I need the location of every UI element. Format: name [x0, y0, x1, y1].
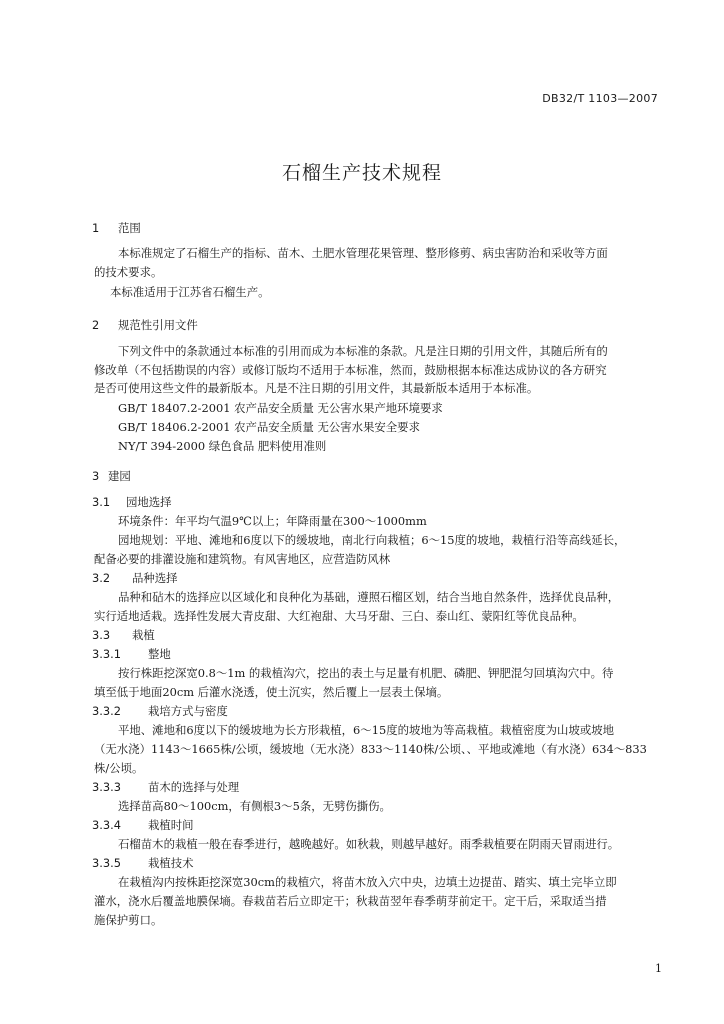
section-number: 2 — [92, 318, 100, 332]
paragraph-line: 按行株距挖深宽0.8～1m 的栽植沟穴，挖出的表土与足量有机肥、磷肥、钾肥混匀回填沟穴中。待 — [118, 666, 614, 680]
section-title: 范围 — [118, 221, 141, 235]
paragraph-line: 园地规划：平地、滩地和6度以下的缓坡地，南北行向栽植；6～15度的坡地，栽植行沿等高线延长， — [118, 533, 626, 547]
reference-item: NY/T 394-2000 绿色食品 肥料使用准则 — [118, 439, 327, 453]
subsection-number: 3.1 — [92, 495, 111, 509]
section-title: 规范性引用文件 — [118, 318, 198, 332]
section-3-heading — [92, 469, 131, 484]
paragraph-line: 选择苗高80～100cm，有侧根3～5条，无劈伤撕伤。 — [118, 799, 391, 813]
subsection-3-3-5-heading — [92, 856, 194, 871]
section-number: 3 — [92, 469, 100, 483]
subsection-number: 3.3 — [92, 628, 111, 642]
paragraph-line: 株/公顷。 — [94, 761, 144, 775]
standard-code: DB32/T 1103—2007 — [542, 92, 658, 105]
subsection-title: 栽植 — [132, 628, 155, 642]
paragraph-line: 配备必要的排灌设施和建筑物。有风害地区，应营造防风林 — [94, 552, 391, 566]
reference-item: GB/T 18406.2-2001 农产品安全质量 无公害水果安全要求 — [118, 420, 420, 434]
subsection-title: 栽培方式与密度 — [148, 704, 228, 718]
paragraph-line: 环境条件：年平均气温9℃以上；年降雨量在300～1000mm — [118, 514, 427, 528]
subsection-title: 整地 — [148, 647, 171, 661]
paragraph-line: 石榴苗木的栽植一般在春季进行，越晚越好。如秋栽，则越早越好。雨季栽植要在阴雨天冒雨进行。 — [118, 837, 620, 851]
subsection-3-1-heading — [92, 495, 172, 510]
paragraph-line: 灌水，浇水后覆盖地膜保墒。春栽苗若后立即定干；秋栽苗翌年春季萌芽前定干。定干后，采取适当措 — [94, 894, 607, 908]
section-title: 建园 — [108, 469, 131, 483]
subsection-3-2-heading — [92, 571, 178, 586]
subsection-number: 3.3.5 — [92, 856, 121, 870]
subsection-3-3-1-heading — [92, 647, 171, 662]
paragraph-line: 的技术要求。 — [94, 265, 163, 279]
page-number: 1 — [655, 962, 662, 975]
paragraph-line: （无水浇）1143～1665株/公顷，缓坡地（无水浇）833～1140株/公顷、、平地或滩地（有水浇）634～833 — [94, 742, 647, 756]
section-1-heading — [92, 221, 141, 236]
section-number: 1 — [92, 221, 100, 235]
subsection-title: 苗木的选择与处理 — [148, 780, 240, 794]
subsection-number: 3.2 — [92, 571, 111, 585]
subsection-3-3-2-heading — [92, 704, 228, 719]
paragraph-line: 下列文件中的条款通过本标准的引用而成为本标准的条款。凡是注日期的引用文件，其随后所有的 — [118, 344, 608, 358]
subsection-3-3-4-heading — [92, 818, 194, 833]
section-2-heading — [92, 318, 198, 333]
subsection-3-3-3-heading — [92, 780, 239, 795]
document-title: 石榴生产技术规程 — [281, 162, 442, 184]
paragraph-line: 施保护剪口。 — [94, 913, 163, 927]
reference-item: GB/T 18407.2-2001 农产品安全质量 无公害水果产地环境要求 — [118, 401, 443, 415]
paragraph-line: 本标准规定了石榴生产的指标、苗木、土肥水管理花果管理、整形修剪、病虫害防治和采收等方面 — [118, 246, 608, 260]
subsection-number: 3.3.3 — [92, 780, 121, 794]
paragraph-line: 品种和砧木的选择应以区域化和良种化为基础，遵照石榴区划，结合当地自然条件，选择优良品种， — [118, 590, 620, 604]
paragraph-line: 在栽植沟内按株距挖深宽30cm的栽植穴，将苗木放入穴中央，边填土边提苗、踏实、填土完毕立即 — [118, 875, 617, 889]
paragraph-line: 本标准适用于江苏省石榴生产。 — [110, 285, 270, 299]
subsection-3-3-heading — [92, 628, 155, 643]
subsection-title: 品种选择 — [132, 571, 178, 585]
subsection-title: 园地选择 — [126, 495, 172, 509]
paragraph-line: 填至低于地面20cm 后灌水浇透，使土沉实，然后覆上一层表土保墒。 — [94, 685, 449, 699]
paragraph-line: 是否可使用这些文件的最新版本。凡是不注日期的引用文件，其最新版本适用于本标准。 — [94, 381, 539, 395]
subsection-number: 3.3.4 — [92, 818, 121, 832]
paragraph-line: 修改单（不包括勘误的内容）或修订版均不适用于本标准，然而，鼓励根据本标准达成协议的各方研究 — [94, 363, 607, 377]
paragraph-line: 实行适地适栽。选择性发展大青皮甜、大红袍甜、大马牙甜、三白、泰山红、蒙阳红等优良品种。 — [94, 609, 584, 623]
subsection-title: 栽植时间 — [148, 818, 194, 832]
subsection-number: 3.3.1 — [92, 647, 121, 661]
paragraph-line: 平地、滩地和6度以下的缓坡地为长方形栽植，6～15度的坡地为等高栽植。栽植密度为山坡或坡地 — [118, 723, 615, 737]
subsection-number: 3.3.2 — [92, 704, 121, 718]
subsection-title: 栽植技术 — [148, 856, 194, 870]
